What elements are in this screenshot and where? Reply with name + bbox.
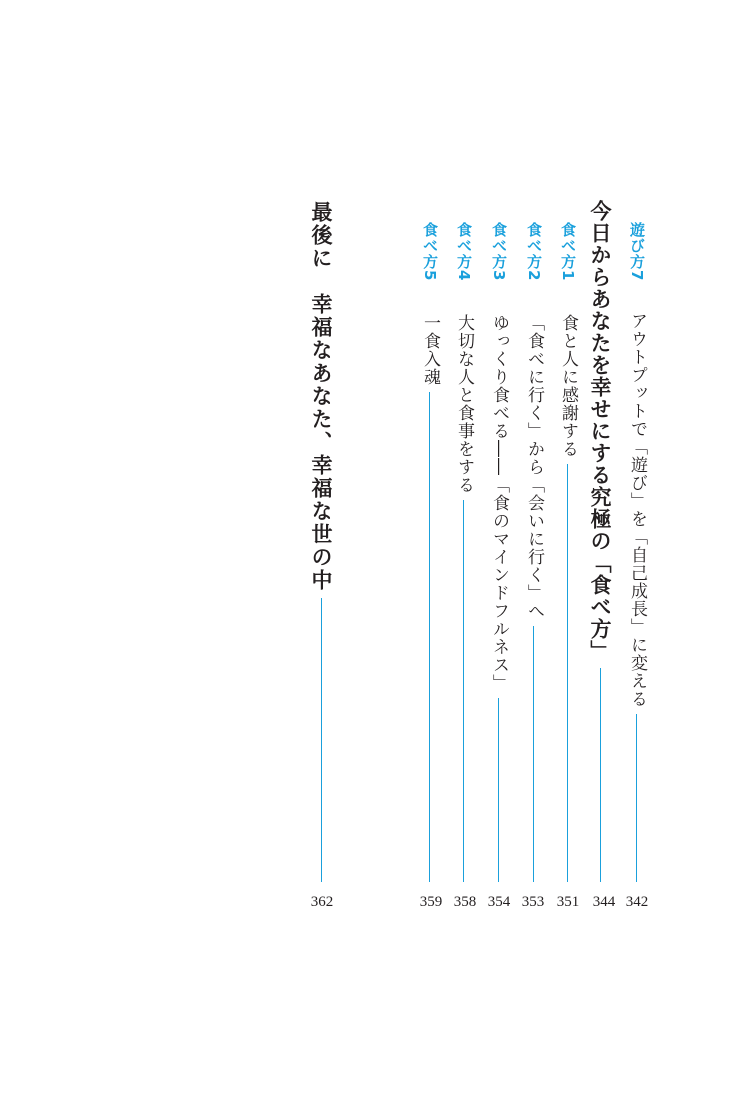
- toc-entry-final[interactable]: [311, 201, 332, 882]
- leader-line: [533, 626, 534, 882]
- leader-line: [321, 598, 322, 882]
- page-number: 359: [419, 894, 443, 910]
- page-number: 351: [556, 894, 580, 910]
- entry-title: アウトプットで「遊び」を「自己成長」に変える: [627, 312, 647, 708]
- leader-line: [600, 668, 601, 882]
- page-number: 362: [310, 894, 334, 910]
- entry-label: 食べ方2: [525, 222, 543, 282]
- leader-line: [498, 698, 499, 882]
- entry-title: 大切な人と食事をする: [454, 314, 474, 494]
- toc-entry-eat-2[interactable]: [525, 222, 542, 882]
- toc-entry-eat-1[interactable]: [559, 222, 576, 882]
- entry-title: ゆっくり食べる――「食のマインドフルネス」: [489, 314, 509, 692]
- entry-title: 食と人に感謝する: [558, 314, 578, 458]
- entry-label: 食べ方4: [455, 222, 473, 282]
- leader-line: [567, 464, 568, 882]
- toc-entry-play-7[interactable]: [628, 222, 645, 882]
- entry-label: 食べ方3: [490, 222, 508, 282]
- page-number: 353: [521, 894, 545, 910]
- entry-title: 「食べに行く」から「会いに行く」へ: [524, 314, 544, 620]
- toc-entry-eat-5[interactable]: [421, 222, 438, 882]
- leader-line: [429, 392, 430, 882]
- toc-entry-eat-3[interactable]: [490, 222, 507, 882]
- final-title: 最後に 幸福なあなた、幸福な世の中: [309, 201, 334, 592]
- leader-line: [636, 714, 637, 882]
- page-number: 344: [592, 894, 616, 910]
- page-number: 358: [453, 894, 477, 910]
- entry-label: 食べ方5: [421, 222, 439, 282]
- leader-line: [463, 500, 464, 882]
- page-number: 354: [487, 894, 511, 910]
- entry-label: 遊び方7: [628, 222, 646, 282]
- page-number: 342: [625, 894, 649, 910]
- section-title: 今日からあなたを幸せにする究極の「食べ方」: [588, 200, 613, 662]
- toc-entry-eat-4[interactable]: [455, 222, 472, 882]
- toc-section-heading[interactable]: [590, 200, 611, 882]
- entry-label: 食べ方1: [559, 222, 577, 282]
- entry-title: 一食入魂: [420, 314, 440, 386]
